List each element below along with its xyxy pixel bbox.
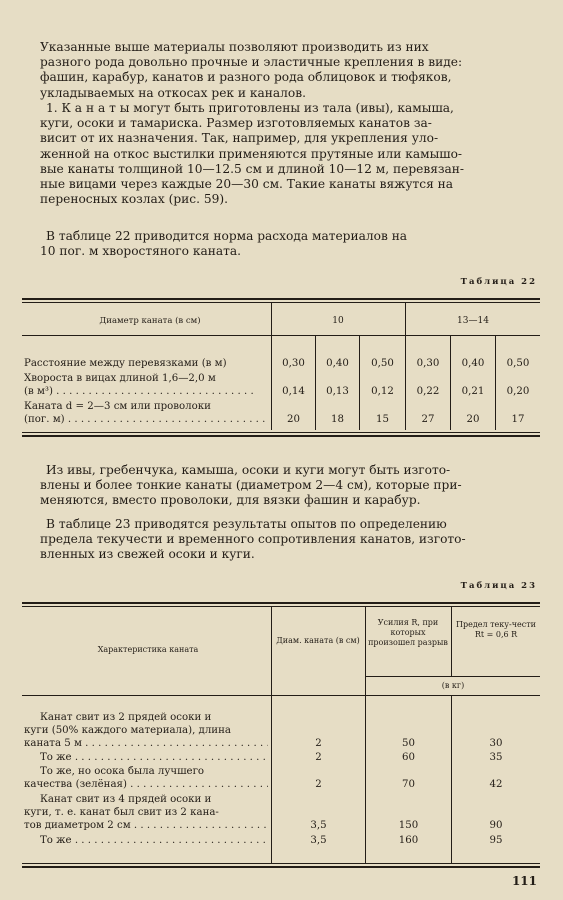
table22-row-label: Расстояние между перевязками (в м) <box>24 358 227 369</box>
table22-row-label: Каната d = 2—3 см или проволоки <box>24 401 211 412</box>
paragraph-table23-ref <box>40 517 538 563</box>
table23-cell: 3,5 <box>310 835 327 846</box>
table23-cell: 2 <box>315 779 322 790</box>
table23-cell: 2 <box>315 752 322 763</box>
table23-header-limit: Предел теку-чести Rt = 0,6 R <box>456 620 536 639</box>
table22-cell: 0,12 <box>371 386 394 397</box>
table22-cell: 0,40 <box>326 358 349 369</box>
text-line: укладываемых на откосах рек и каналов. <box>40 85 306 100</box>
table23-row-label: куги, т. е. канат был свит из 2 кана- <box>24 807 219 818</box>
table23-row-label: каната 5 м . . . <box>24 738 268 751</box>
table23-cell: 3,5 <box>310 820 327 831</box>
table22-cell: 0,30 <box>416 358 440 369</box>
table22-cell: 0,30 <box>282 358 305 369</box>
table22-header-rule <box>22 335 540 336</box>
text-line: влены и более тонкие канаты (диаметром 2—4 см), которые при- <box>40 478 462 493</box>
table22-row-label: (в м³) . . . <box>24 386 268 399</box>
table23-header-characteristic: Характеристика каната <box>97 645 199 654</box>
paragraph-thin-ropes <box>40 463 538 509</box>
table22-top-rule-thin <box>22 302 540 303</box>
table23-cell: 160 <box>398 835 419 846</box>
table22-cell: 20 <box>466 414 480 425</box>
table23-bottom-rule <box>22 866 540 868</box>
table22-cell: 0,50 <box>371 358 394 369</box>
paragraph-ropes <box>40 101 538 207</box>
text-line: вленных из свежей осоки и куги. <box>40 547 255 562</box>
table22-cell: 0,14 <box>282 386 305 397</box>
text-line: ные вицами через каждые 20—30 см. Такие канаты вяжутся на <box>40 177 454 192</box>
table23-row-label: куги (50% каждого материала), длина <box>24 725 231 736</box>
table23-row-label: качества (зелёная) . . . <box>24 779 268 792</box>
table22-group-13-14: 13—14 <box>457 316 489 326</box>
text-line: В таблице 22 приводится норма расхода материалов на <box>46 229 408 243</box>
table22-group-10: 10 <box>332 316 344 326</box>
table23-header-force: Усилия R, при которых произошел разрыв <box>368 618 448 647</box>
text-line: разного рода довольно прочные и эластичные крепления в виде: <box>40 55 463 70</box>
table23-top-rule <box>22 602 540 604</box>
table22-row-label: Хвороста в вицах длиной 1,6—2,0 м <box>24 373 216 384</box>
table23-cell: 70 <box>402 779 415 790</box>
table23-header-unit: (в кг) <box>441 681 465 690</box>
text-line: вые канаты толщиной 10—12.5 см и длиной 10—12 м, перевязан- <box>40 161 465 176</box>
table23-row-label: То же . . . <box>40 835 268 848</box>
table23-row-label: Канат свит из 4 прядей осоки и <box>40 794 212 805</box>
text-line: предела текучести и временного сопротивления канатов, изгото- <box>40 532 466 547</box>
paragraph-table22-ref <box>40 229 538 259</box>
text-line: женной на откос выстилки применяются прутяные или камышо- <box>40 146 463 161</box>
table23-cell: 90 <box>489 820 503 831</box>
text-line: Указанные выше материалы позволяют производить из них <box>40 40 429 54</box>
table22-cell: 15 <box>376 414 389 425</box>
table23-cell: 35 <box>489 752 503 763</box>
text-line: куги, осоки и тамариска. Размер изготовляемых канатов за- <box>40 116 432 131</box>
table23-row-label: Канат свит из 2 прядей осоки и <box>40 712 212 723</box>
table22-caption: Таблица 22 <box>460 277 537 287</box>
table23-cell: 42 <box>489 779 503 790</box>
text-line: 1. К а н а т ы могут быть приготовлены из тала (ивы), камыша, <box>46 101 454 115</box>
table23-cell: 2 <box>315 738 322 749</box>
table23-header-rule <box>22 695 540 696</box>
table22-cell: 17 <box>511 414 525 425</box>
table22-cell: 0,22 <box>416 386 440 397</box>
table23-cell: 30 <box>489 738 503 749</box>
table23-cell: 95 <box>489 835 503 846</box>
table22-bottom-rule <box>22 435 540 437</box>
table22-top-rule <box>22 298 540 300</box>
table23-cell: 50 <box>402 738 415 749</box>
table22-cell: 20 <box>287 414 300 425</box>
table23-row-label: То же, но осока была лучшего <box>40 766 205 777</box>
page-number: 111 <box>511 874 537 888</box>
table22-cell: 18 <box>331 414 344 425</box>
table23-unit-rule <box>366 676 540 677</box>
table23-cell: 60 <box>402 752 415 763</box>
text-line: меняются, вместо проволоки, для вязки фашин и карабур. <box>40 493 421 508</box>
table22-cell: 0,40 <box>461 358 485 369</box>
table23-row-label: То же . . . <box>40 752 268 765</box>
table22-cell: 0,50 <box>506 358 530 369</box>
table23-cell: 150 <box>398 820 419 831</box>
table22-bottom-rule-thin <box>22 432 540 433</box>
table23-bottom-rule-thin <box>22 863 540 864</box>
text-line: фашин, карабур, канатов и разного рода облицовок и тюфяков, <box>40 70 452 85</box>
text-line: переносных козлах (рис. 59). <box>40 192 228 207</box>
table23-caption: Таблица 23 <box>460 581 537 591</box>
table22-row-label: (пог. м) . . . <box>24 414 268 427</box>
table22-cell: 0,21 <box>461 386 485 397</box>
table23-header-diameter: Диам. каната (в см) <box>276 636 360 645</box>
text-line: висит от их назначения. Так, например, для укрепления уло- <box>40 131 439 146</box>
table22-cell: 27 <box>421 414 435 425</box>
table23-row-label: тов диаметром 2 см . . . <box>24 820 268 833</box>
table23-vline <box>451 606 452 676</box>
text-line: 10 пог. м хворостяного каната. <box>40 244 242 259</box>
paragraph-intro <box>40 40 538 101</box>
table22-cell: 0,13 <box>326 386 349 397</box>
text-line: В таблице 23 приводятся результаты опытов по определению <box>46 517 447 531</box>
table23-top-rule-thin <box>22 606 540 607</box>
table22-cell: 0,20 <box>506 386 530 397</box>
text-line: Из ивы, гребенчука, камыша, осоки и куги могут быть изгото- <box>46 463 451 477</box>
table22-header-diameter: Диаметр каната (в см) <box>99 316 201 326</box>
